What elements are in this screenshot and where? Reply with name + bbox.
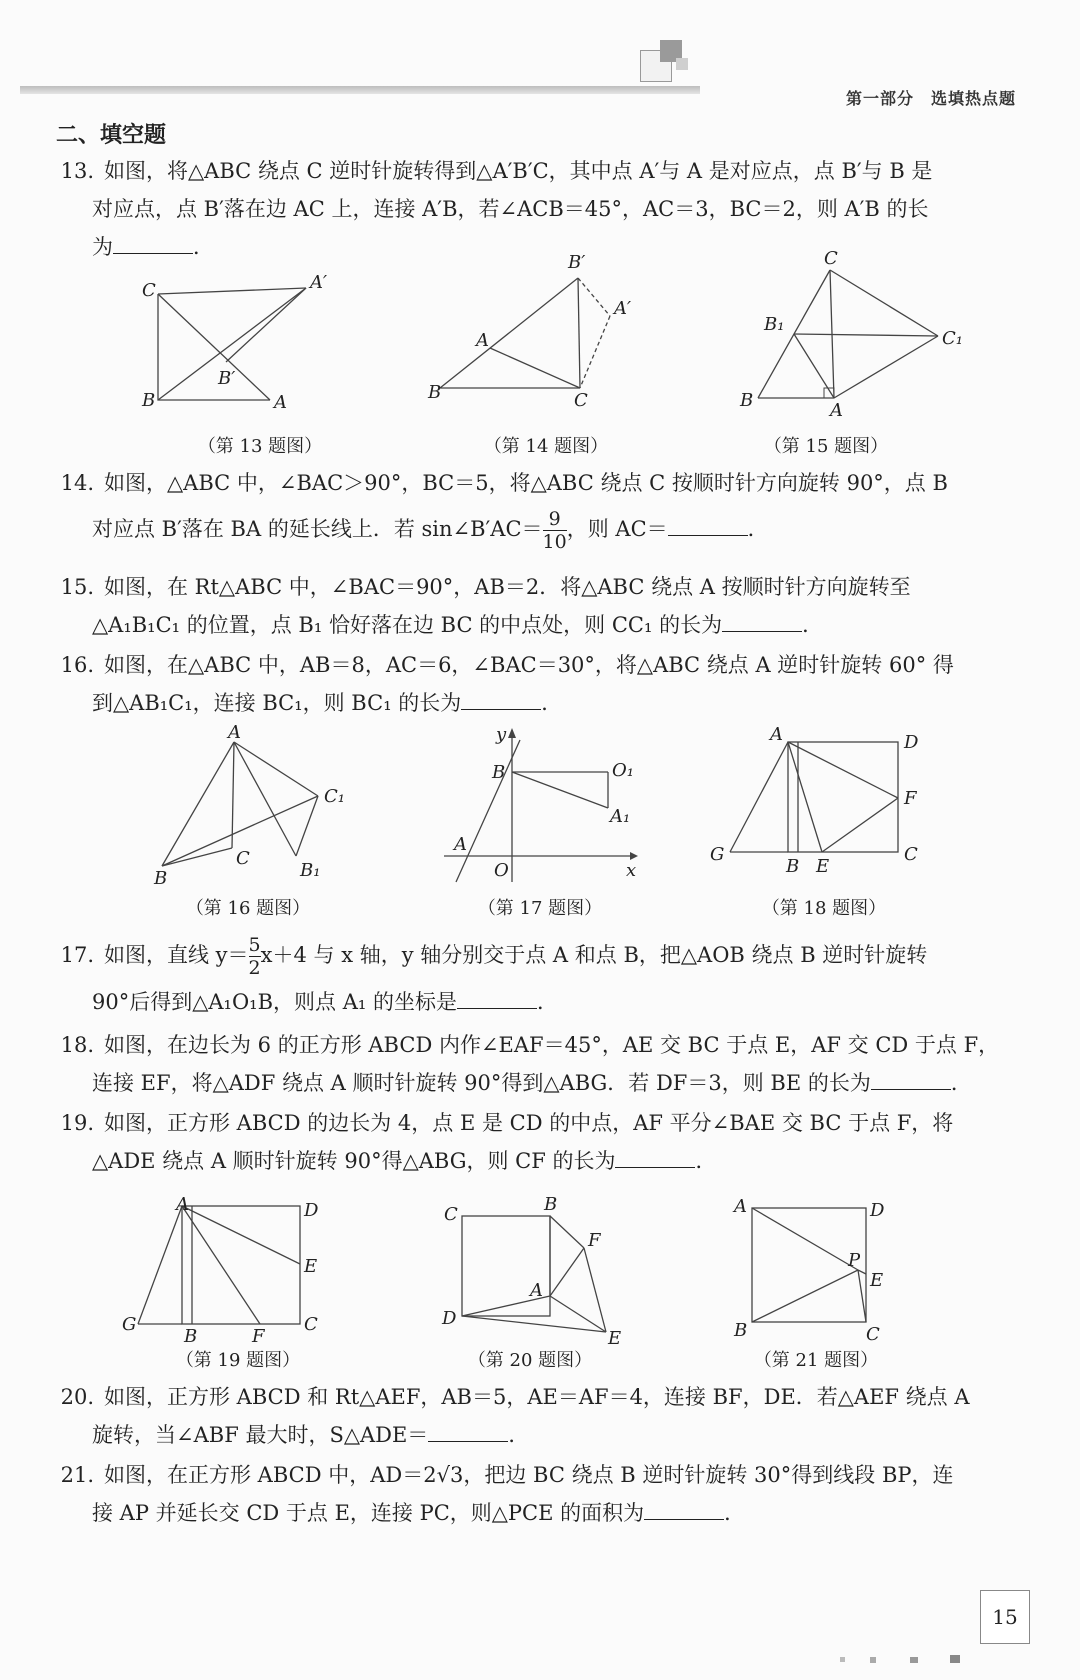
point-label: C xyxy=(236,848,250,869)
point-label: C₁ xyxy=(324,786,345,807)
question-text: ，则 AC＝ xyxy=(566,517,668,541)
point-label: F xyxy=(588,1230,601,1251)
point-label: F xyxy=(904,788,917,809)
question-19: 19. 如图，正方形 ABCD 的边长为 4，点 E 是 CD 的中点，AF 平分∠BAE 交 BC 于点 F，将 △ADE 绕点 A 顺时针旋转 90°得△ABG，则 CF 的长为 ． xyxy=(44,1104,1019,1180)
fraction xyxy=(249,934,261,979)
question-21: 21. 如图，在正方形 ABCD 中，AD＝2√3，把边 BC 绕点 B 逆时针旋转 30°得到线段 BP，连 接 AP 并延长交 CD 于点 E，连接 PC，则△PCE 的面积为 ． xyxy=(44,1456,1019,1532)
point-label: C xyxy=(142,280,156,301)
point-label: C xyxy=(866,1324,880,1345)
fraction-denominator: 2 xyxy=(248,957,261,979)
question-number: 18. xyxy=(60,1033,94,1057)
figure-17 xyxy=(440,726,640,886)
point-label: D xyxy=(870,1200,885,1221)
point-label: A xyxy=(176,1194,189,1215)
point-label: B₁ xyxy=(764,314,785,335)
question-text: 接 AP 并延长交 CD 于点 E，连接 PC，则△PCE 的面积为 xyxy=(92,1501,645,1525)
point-label: G xyxy=(710,844,725,865)
answer-blank[interactable] xyxy=(644,1497,724,1520)
point-label: A xyxy=(770,724,783,745)
question-text: 90°后得到△A₁O₁B，则点 A₁ 的坐标是 xyxy=(92,990,457,1014)
fraction-numerator: 5 xyxy=(248,934,261,956)
question-text: 对应点，点 B′落在边 AC 上，连接 A′B，若∠ACB＝45°，AC＝3，BC＝2，则 A′B 的长 xyxy=(92,197,929,221)
point-label: E xyxy=(304,1256,318,1277)
question-text: x＋4 与 x 轴，y 轴分别交于点 A 和点 B，把△AOB 绕点 B 逆时针旋转 xyxy=(260,943,928,967)
question-text: 到△AB₁C₁，连接 BC₁，则 BC₁ 的长为 xyxy=(92,691,462,715)
figure-caption: （第 13 题图） xyxy=(197,436,323,457)
question-14: 14. 如图，△ABC 中，∠BAC＞90°，BC＝5，将△ABC 绕点 C 按顺时针方向旋转 90°，点 B 对应点 B′落在 BA 的延长线上．若 sin∠B′AC＝ $\frac{9}{10}$ ，则 AC＝ ． xyxy=(44,464,1019,553)
question-17: 17. 如图，直线 y＝ $\frac{5}{2}$ x＋4 与 x 轴，y 轴分别交于点 A 和点 B，把△AOB 绕点 B 逆时针旋转 90°后得到△A₁O₁B，则点 A₁ 的坐标是 ． xyxy=(44,934,1019,1021)
footer-decoration xyxy=(840,1655,980,1665)
figure-15 xyxy=(738,248,968,421)
page-number: 15 xyxy=(980,1590,1030,1644)
question-text: 如图，在△ABC 中，AB＝8，AC＝6，∠BAC＝30°，将△ABC 绕点 A 逆时针旋转 60° 得 xyxy=(104,653,954,677)
figure-14 xyxy=(428,248,648,411)
point-label: O xyxy=(494,860,509,881)
point-label: C xyxy=(444,1204,458,1225)
point-label: B xyxy=(184,1326,198,1347)
figure-18 xyxy=(710,726,930,886)
point-label: A₁ xyxy=(610,806,631,827)
point-label: B xyxy=(428,382,442,403)
fraction xyxy=(543,508,567,553)
question-number: 14. xyxy=(60,471,94,495)
figure-caption: （第 14 题图） xyxy=(483,436,609,457)
point-label: A xyxy=(274,392,287,413)
answer-blank[interactable] xyxy=(113,231,193,254)
question-text: 如图，将△ABC 绕点 C 逆时针旋转得到△A′B′C，其中点 A′与 A 是对应点，点 B′与 B 是 xyxy=(104,159,933,183)
figure-caption: （第 18 题图） xyxy=(761,898,887,919)
point-label: C xyxy=(824,248,838,269)
question-13: 13. 如图，将△ABC 绕点 C 逆时针旋转得到△A′B′C，其中点 A′与 A 是对应点，点 B′与 B 是 对应点，点 B′落在边 AC 上，连接 A′B，若∠ACB＝45°，AC＝3，BC＝2，则 A′B 的长 为 ． xyxy=(44,152,1019,266)
point-label: B′ xyxy=(568,252,586,273)
point-label: D xyxy=(442,1308,457,1329)
point-label: A xyxy=(476,330,489,351)
axis-label: y xyxy=(496,724,507,745)
point-label: B xyxy=(492,762,506,783)
question-text: 连接 EF，将△ADF 绕点 A 顺时针旋转 90°得到△ABG．若 DF＝3，则 BE 的长为 xyxy=(92,1071,871,1095)
figure-13 xyxy=(138,252,368,412)
answer-blank[interactable] xyxy=(871,1067,951,1090)
question-text: 为 xyxy=(92,235,113,259)
point-label: B₁ xyxy=(300,860,321,881)
question-text: 如图，在 Rt△ABC 中，∠BAC＝90°，AB＝2．将△ABC 绕点 A 按顺时针方向旋转至 xyxy=(104,575,911,599)
point-label: F xyxy=(252,1326,265,1347)
question-text: 如图，直线 y＝ xyxy=(104,943,249,967)
question-15: 15. 如图，在 Rt△ABC 中，∠BAC＝90°，AB＝2．将△ABC 绕点 A 按顺时针方向旋转至 △A₁B₁C₁ 的位置，点 B₁ 恰好落在边 BC 的中点处，则 CC₁ 的长为 ． xyxy=(44,568,1019,644)
point-label: O₁ xyxy=(612,760,634,781)
question-text: 对应点 B′落在 BA 的延长线上．若 sin∠B′AC＝ xyxy=(92,517,543,541)
figure-caption: （第 19 题图） xyxy=(175,1350,301,1371)
point-label: A xyxy=(830,400,843,421)
section-title: 二、填空题 xyxy=(56,123,167,148)
axis-label: x xyxy=(626,860,637,881)
point-label: A xyxy=(734,1196,747,1217)
point-label: A xyxy=(530,1280,543,1301)
point-label: A′ xyxy=(310,272,328,293)
header-decoration xyxy=(676,58,688,70)
question-number: 17. xyxy=(60,943,94,967)
question-number: 16. xyxy=(60,653,94,677)
answer-blank[interactable] xyxy=(722,609,802,632)
point-label: E xyxy=(608,1328,622,1349)
point-label: B′ xyxy=(218,368,236,389)
question-text: 如图，正方形 ABCD 和 Rt△AEF，AB＝5，AE＝AF＝4，连接 BF，DE．若△AEF 绕点 A xyxy=(104,1385,970,1409)
figure-caption: （第 17 题图） xyxy=(477,898,603,919)
question-text: 如图，在边长为 6 的正方形 ABCD 内作∠EAF＝45°，AE 交 BC 于点 E，AF 交 CD 于点 F， xyxy=(104,1033,1000,1057)
point-label: A xyxy=(454,834,467,855)
answer-blank[interactable] xyxy=(461,687,541,710)
header-section-label: 第一部分 选填热点题 xyxy=(845,89,1016,108)
point-label: B xyxy=(142,390,156,411)
answer-blank[interactable] xyxy=(428,1419,508,1442)
question-text: △ADE 绕点 A 顺时针旋转 90°得△ABG，则 CF 的长为 xyxy=(92,1149,616,1173)
point-label: C xyxy=(304,1314,318,1335)
fraction-denominator: 10 xyxy=(542,531,567,553)
point-label: D xyxy=(904,732,919,753)
figure-20 xyxy=(438,1194,638,1349)
question-text: 旋转，当∠ABF 最大时，S△ADE＝ xyxy=(92,1423,429,1447)
answer-blank[interactable] xyxy=(615,1145,695,1168)
question-18: 18. 如图，在边长为 6 的正方形 ABCD 内作∠EAF＝45°，AE 交 BC 于点 E，AF 交 CD 于点 F， 连接 EF，将△ADF 绕点 A 顺时针旋转 90°得到△ABG．若 DF＝3，则 BE 的长为 ． xyxy=(44,1026,1019,1102)
point-label: B xyxy=(786,856,800,877)
point-label: B xyxy=(544,1194,558,1215)
point-label: E xyxy=(816,856,830,877)
point-label: E xyxy=(870,1270,884,1291)
figure-caption: （第 21 题图） xyxy=(753,1350,879,1371)
figure-caption: （第 15 题图） xyxy=(763,436,889,457)
point-label: A′ xyxy=(614,298,632,319)
question-number: 15. xyxy=(60,575,94,599)
point-label: B xyxy=(734,1320,748,1341)
answer-blank[interactable] xyxy=(668,513,748,536)
point-label: B xyxy=(154,868,168,889)
question-text: 如图，△ABC 中，∠BAC＞90°，BC＝5，将△ABC 绕点 C 按顺时针方向旋转 90°，点 B xyxy=(104,471,948,495)
question-number: 21. xyxy=(60,1463,94,1487)
figure-19 xyxy=(120,1196,340,1346)
figure-caption: （第 20 题图） xyxy=(467,1350,593,1371)
figure-21 xyxy=(730,1196,930,1346)
question-number: 20. xyxy=(60,1385,94,1409)
point-label: C₁ xyxy=(942,328,963,349)
question-16: 16. 如图，在△ABC 中，AB＝8，AC＝6，∠BAC＝30°，将△ABC 绕点 A 逆时针旋转 60° 得 到△AB₁C₁，连接 BC₁，则 BC₁ 的长为 ． xyxy=(44,646,1019,722)
figure-16 xyxy=(150,722,360,889)
question-text: 如图，正方形 ABCD 的边长为 4，点 E 是 CD 的中点，AF 平分∠BAE 交 BC 于点 F，将 xyxy=(104,1111,954,1135)
point-label: C xyxy=(574,390,588,411)
question-text: 如图，在正方形 ABCD 中，AD＝2√3，把边 BC 绕点 B 逆时针旋转 30°得到线段 BP，连 xyxy=(104,1463,954,1487)
question-number: 13. xyxy=(60,159,94,183)
question-20: 20. 如图，正方形 ABCD 和 Rt△AEF，AB＝5，AE＝AF＝4，连接 BF，DE．若△AEF 绕点 A 旋转，当∠ABF 最大时，S△ADE＝ ． xyxy=(44,1378,1019,1454)
answer-blank[interactable] xyxy=(457,986,537,1009)
question-text: △A₁B₁C₁ 的位置，点 B₁ 恰好落在边 BC 的中点处，则 CC₁ 的长为 xyxy=(92,613,723,637)
point-label: A xyxy=(228,722,241,743)
point-label: B xyxy=(740,390,754,411)
point-label: C xyxy=(904,844,918,865)
fraction-numerator: 9 xyxy=(548,508,561,530)
question-number: 19. xyxy=(60,1111,94,1135)
point-label: P xyxy=(848,1250,861,1271)
point-label: D xyxy=(304,1200,319,1221)
point-label: G xyxy=(122,1314,137,1335)
header-rule xyxy=(20,86,700,94)
figure-caption: （第 16 题图） xyxy=(185,898,311,919)
